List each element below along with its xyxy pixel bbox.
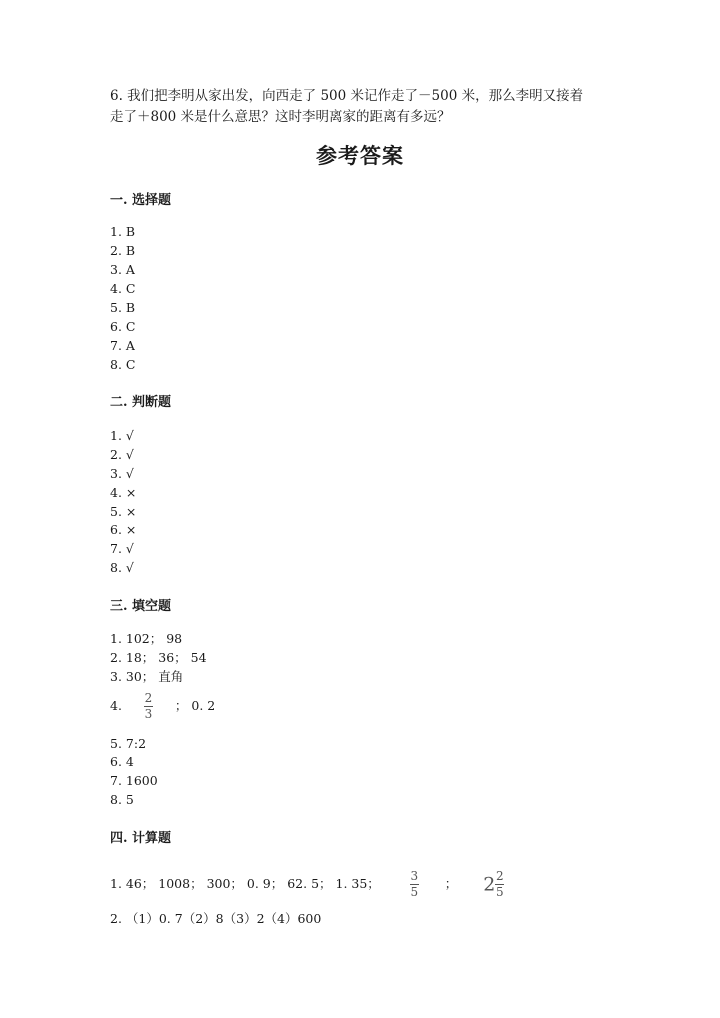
judgement-answer-2: 2. √ xyxy=(110,447,134,462)
fill-answer-3: 3. 30； 直角 xyxy=(110,669,184,684)
judgement-answer-8: 8. √ xyxy=(110,560,134,575)
judgement-answer-6: 6. × xyxy=(110,522,137,537)
choice-answer-7: 7. A xyxy=(110,338,135,353)
fill-answer-6: 6. 4 xyxy=(110,754,134,769)
mixed-whole: 2 xyxy=(483,873,496,896)
judgement-answer-1: 1. √ xyxy=(110,428,134,443)
answer-title: 参考答案 xyxy=(316,143,404,168)
fill-answer-4-prefix: 4. xyxy=(110,698,122,713)
mixed-fraction xyxy=(495,870,504,899)
fraction-denominator: 5 xyxy=(410,885,419,899)
mixed-number xyxy=(483,869,504,899)
fill-answer-4-suffix: ； 0. 2 xyxy=(174,698,216,713)
question-6-line-1: 6. 我们把李明从家出发，向西走了 500 米记作走了－500 米，那么李明又接着 xyxy=(110,88,584,104)
judgement-answer-3: 3. √ xyxy=(110,466,134,481)
choice-answer-5: 5. B xyxy=(110,300,136,315)
section-title-fill-blank: 三. 填空题 xyxy=(110,599,172,614)
choice-answer-6: 6. C xyxy=(110,319,136,334)
fraction-numerator: 3 xyxy=(410,869,419,883)
calc-answer-1-prefix: 1. 46； 1008； 300； 0. 9； 62. 5； 1. 35； xyxy=(110,876,380,891)
choice-answer-4: 4. C xyxy=(110,281,136,296)
fill-answer-1: 1. 102； 98 xyxy=(110,631,183,646)
choice-answer-3: 3. A xyxy=(110,262,135,277)
judgement-answer-4: 4. × xyxy=(110,485,137,500)
choice-answer-1: 1. B xyxy=(110,224,136,239)
fill-answer-5: 5. 7:2 xyxy=(110,736,147,751)
choice-answer-8: 8. C xyxy=(110,357,136,372)
fraction-numerator: 2 xyxy=(144,691,153,705)
choice-answer-2: 2. B xyxy=(110,243,136,258)
section-title-calculation: 四. 计算题 xyxy=(110,831,172,846)
fraction-denominator: 5 xyxy=(496,885,504,899)
fraction-three-fifths xyxy=(410,870,419,899)
fill-answer-2: 2. 18； 36； 54 xyxy=(110,650,207,665)
fraction-numerator: 2 xyxy=(496,869,504,883)
fill-answer-7: 7. 1600 xyxy=(110,773,158,788)
section-title-judgement: 二. 判断题 xyxy=(110,395,172,410)
judgement-answer-5: 5. × xyxy=(110,504,137,519)
calc-separator: ； xyxy=(444,876,458,891)
calc-answer-2: 2. （1）0. 7（2）8（3）2（4）600 xyxy=(110,911,322,926)
calc-answer-1 xyxy=(110,870,504,899)
fill-answer-8: 8. 5 xyxy=(110,792,134,807)
judgement-answer-7: 7. √ xyxy=(110,541,134,556)
question-6 xyxy=(110,86,610,128)
fraction-denominator: 3 xyxy=(144,707,153,721)
section-title-choice: 一. 选择题 xyxy=(110,193,172,208)
question-6-line-2: 走了＋800 米是什么意思？这时李明离家的距离有多远？ xyxy=(110,109,451,125)
fraction-two-thirds xyxy=(144,692,153,721)
fill-answer-4 xyxy=(110,692,215,721)
